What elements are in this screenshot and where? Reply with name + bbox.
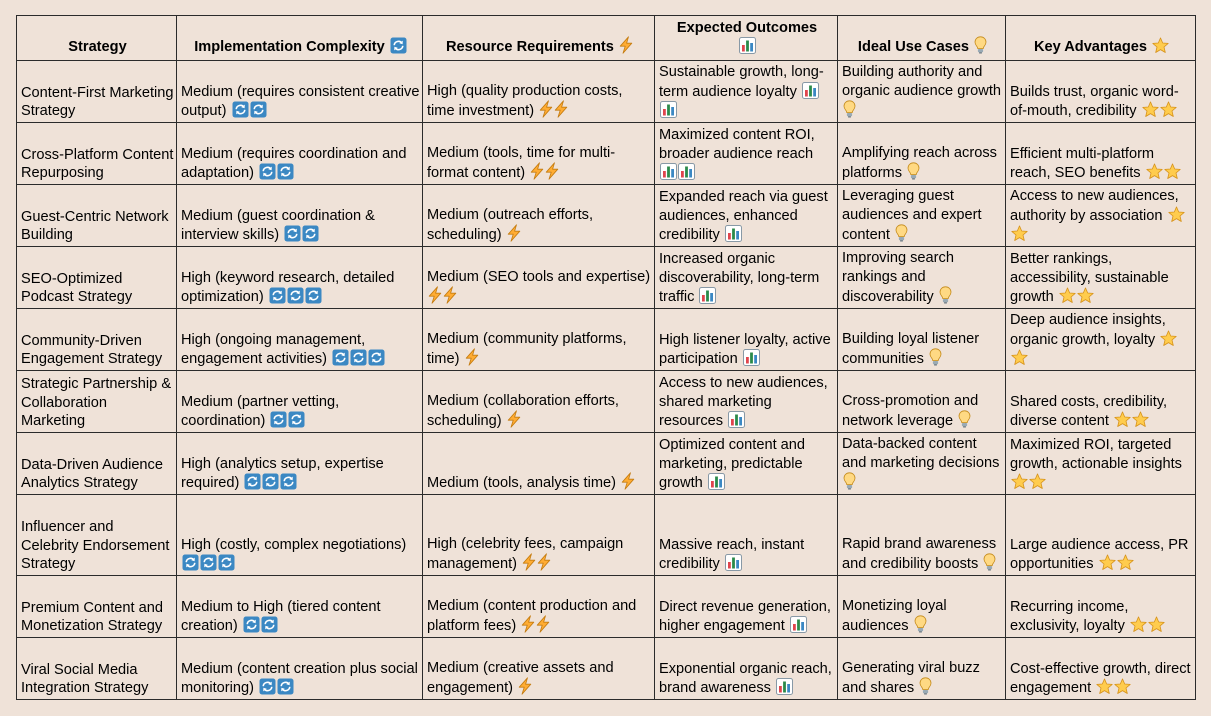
bar-chart-icon [678,163,695,180]
complexity-cell: Medium (guest coordination & interview skills) [177,185,423,247]
resources-cell: Medium (outreach efforts, scheduling) [423,185,655,247]
advantages-cell: Deep audience insights, organic growth, loyalty [1006,309,1196,371]
lightbulb-icon [895,224,908,242]
lightning-icon [428,286,442,304]
bar-chart-icon [708,473,725,490]
star-icon [1160,101,1177,118]
lightbulb-icon [929,348,942,366]
repeat-icon [287,287,304,304]
star-icon [1160,330,1177,347]
lightning-icon [536,615,550,633]
repeat-icon [280,473,297,490]
lightning-icon [465,348,479,366]
repeat-icon [277,678,294,695]
repeat-icon [305,287,322,304]
bar-chart-icon [790,616,807,633]
advantages-cell: Access to new audiences, authority by association [1006,185,1196,247]
complexity-cell: High (costly, complex negotiations) [177,495,423,576]
lightbulb-icon [958,410,971,428]
advantages-cell: Recurring income, exclusivity, loyalty [1006,576,1196,638]
repeat-icon [200,554,217,571]
complexity-cell: High (analytics setup, expertise required) [177,433,423,495]
lightbulb-icon [843,472,856,490]
outcomes-cell: Maximized content ROI, broader audience reach [655,123,838,185]
strategy-comparison-table [16,15,1196,700]
advantages-cell: Large audience access, PR opportunities [1006,495,1196,576]
repeat-icon [262,473,279,490]
lightning-icon [530,162,544,180]
repeat-icon [269,287,286,304]
repeat-icon [302,225,319,242]
lightning-icon [621,472,635,490]
outcomes-cell: High listener loyalty, active participation [655,309,838,371]
repeat-icon [277,163,294,180]
table-row [17,247,1196,309]
repeat-icon [218,554,235,571]
repeat-icon [332,349,349,366]
bar-chart-icon [660,101,677,118]
star-icon [1146,163,1163,180]
strategy-cell: Premium Content and Monetization Strategy [17,576,177,638]
complexity-cell: Medium (partner vetting, coordination) [177,371,423,433]
outcomes-cell: Optimized content and marketing, predictable growth [655,433,838,495]
lightning-icon [507,410,521,428]
advantages-cell: Efficient multi-platform reach, SEO benefits [1006,123,1196,185]
repeat-icon [250,101,267,118]
outcomes-cell: Access to new audiences, shared marketing resources [655,371,838,433]
use-case-cell: Generating viral buzz and shares [838,638,1006,700]
lightning-icon [537,553,551,571]
outcomes-cell: Massive reach, instant credibility [655,495,838,576]
outcomes-cell: Expanded reach via guest audiences, enhanced credibility [655,185,838,247]
table-row [17,576,1196,638]
use-case-cell: Amplifying reach across platforms [838,123,1006,185]
use-case-cell: Building loyal listener communities [838,309,1006,371]
bar-chart-icon [699,287,716,304]
lightbulb-icon [983,553,996,571]
header-resource-requirements: Resource Requirements [423,16,655,61]
bar-chart-icon [743,349,760,366]
strategy-cell: Data-Driven Audience Analytics Strategy [17,433,177,495]
advantages-cell: Better rankings, accessibility, sustainable growth [1006,247,1196,309]
repeat-icon [270,411,287,428]
star-icon [1114,411,1131,428]
repeat-icon [244,473,261,490]
repeat-icon [368,349,385,366]
star-icon [1132,411,1149,428]
star-icon [1059,287,1076,304]
table-row [17,433,1196,495]
complexity-cell: Medium (requires consistent creative output) [177,61,423,123]
bar-chart-icon [725,225,742,242]
outcomes-cell: Exponential organic reach, brand awareness [655,638,838,700]
repeat-icon [243,616,260,633]
use-case-cell: Building authority and organic audience growth [838,61,1006,123]
resources-cell: Medium (tools, time for multi-format content) [423,123,655,185]
resources-cell: Medium (SEO tools and expertise) [423,247,655,309]
lightning-icon [518,677,532,695]
bar-chart-icon [725,554,742,571]
star-icon [1168,206,1185,223]
use-case-cell: Rapid brand awareness and credibility boosts [838,495,1006,576]
strategy-cell: SEO-Optimized Podcast Strategy [17,247,177,309]
header-ideal-use-cases: Ideal Use Cases [838,16,1006,61]
outcomes-cell: Sustainable growth, long-term audience loyalty [655,61,838,123]
resources-cell: Medium (creative assets and engagement) [423,638,655,700]
bar-chart-icon [776,678,793,695]
repeat-icon [182,554,199,571]
outcomes-cell: Direct revenue generation, higher engagement [655,576,838,638]
advantages-cell: Cost-effective growth, direct engagement [1006,638,1196,700]
strategy-cell: Community-Driven Engagement Strategy [17,309,177,371]
star-icon [1029,473,1046,490]
star-icon [1148,616,1165,633]
lightning-icon [554,100,568,118]
header-strategy: Strategy [17,16,177,61]
star-icon [1011,225,1028,242]
star-icon [1117,554,1134,571]
bar-chart-icon [739,37,756,54]
header-implementation-complexity: Implementation Complexity [177,16,423,61]
complexity-cell: Medium (requires coordination and adaptation) [177,123,423,185]
complexity-cell: Medium (content creation plus social monitoring) [177,638,423,700]
use-case-cell: Leveraging guest audiences and expert content [838,185,1006,247]
lightning-icon [443,286,457,304]
lightbulb-icon [843,100,856,118]
use-case-cell: Improving search rankings and discoverability [838,247,1006,309]
header-key-advantages: Key Advantages [1006,16,1196,61]
lightning-icon [521,615,535,633]
repeat-icon [259,163,276,180]
star-icon [1077,287,1094,304]
lightning-icon [619,36,633,54]
complexity-cell: Medium to High (tiered content creation) [177,576,423,638]
table-row [17,495,1196,576]
lightbulb-icon [907,162,920,180]
star-icon [1096,678,1113,695]
repeat-icon [390,37,407,54]
complexity-cell: High (ongoing management, engagement activities) [177,309,423,371]
repeat-icon [284,225,301,242]
star-icon [1099,554,1116,571]
lightning-icon [507,224,521,242]
star-icon [1164,163,1181,180]
strategy-cell: Influencer and Celebrity Endorsement Strategy [17,495,177,576]
star-icon [1130,616,1147,633]
strategy-cell: Viral Social Media Integration Strategy [17,638,177,700]
repeat-icon [350,349,367,366]
star-icon [1114,678,1131,695]
table-row [17,638,1196,700]
advantages-cell: Maximized ROI, targeted growth, actionable insights [1006,433,1196,495]
table-row [17,123,1196,185]
repeat-icon [288,411,305,428]
lightbulb-icon [939,286,952,304]
header-row [17,16,1196,61]
use-case-cell: Data-backed content and marketing decisions [838,433,1006,495]
table-row [17,61,1196,123]
resources-cell: Medium (collaboration efforts, scheduling) [423,371,655,433]
star-icon [1011,473,1028,490]
resources-cell: Medium (community platforms, time) [423,309,655,371]
star-icon [1142,101,1159,118]
bar-chart-icon [660,163,677,180]
repeat-icon [261,616,278,633]
lightbulb-icon [974,36,987,54]
bar-chart-icon [728,411,745,428]
resources-cell: Medium (content production and platform fees) [423,576,655,638]
use-case-cell: Monetizing loyal audiences [838,576,1006,638]
bar-chart-icon [802,82,819,99]
repeat-icon [232,101,249,118]
table-row [17,371,1196,433]
table-row [17,185,1196,247]
lightning-icon [545,162,559,180]
strategy-cell: Strategic Partnership & Collaboration Marketing [17,371,177,433]
resources-cell: High (quality production costs, time investment) [423,61,655,123]
resources-cell: Medium (tools, analysis time) [423,433,655,495]
advantages-cell: Shared costs, credibility, diverse content [1006,371,1196,433]
lightning-icon [522,553,536,571]
advantages-cell: Builds trust, organic word-of-mouth, credibility [1006,61,1196,123]
repeat-icon [259,678,276,695]
complexity-cell: High (keyword research, detailed optimization) [177,247,423,309]
use-case-cell: Cross-promotion and network leverage [838,371,1006,433]
resources-cell: High (celebrity fees, campaign management) [423,495,655,576]
lightbulb-icon [919,677,932,695]
strategy-cell: Content-First Marketing Strategy [17,61,177,123]
star-icon [1152,37,1169,54]
lightbulb-icon [914,615,927,633]
strategy-cell: Cross-Platform Content Repurposing [17,123,177,185]
table-row [17,309,1196,371]
strategy-cell: Guest-Centric Network Building [17,185,177,247]
header-expected-outcomes: Expected Outcomes [655,16,838,61]
outcomes-cell: Increased organic discoverability, long-term traffic [655,247,838,309]
lightning-icon [539,100,553,118]
star-icon [1011,349,1028,366]
